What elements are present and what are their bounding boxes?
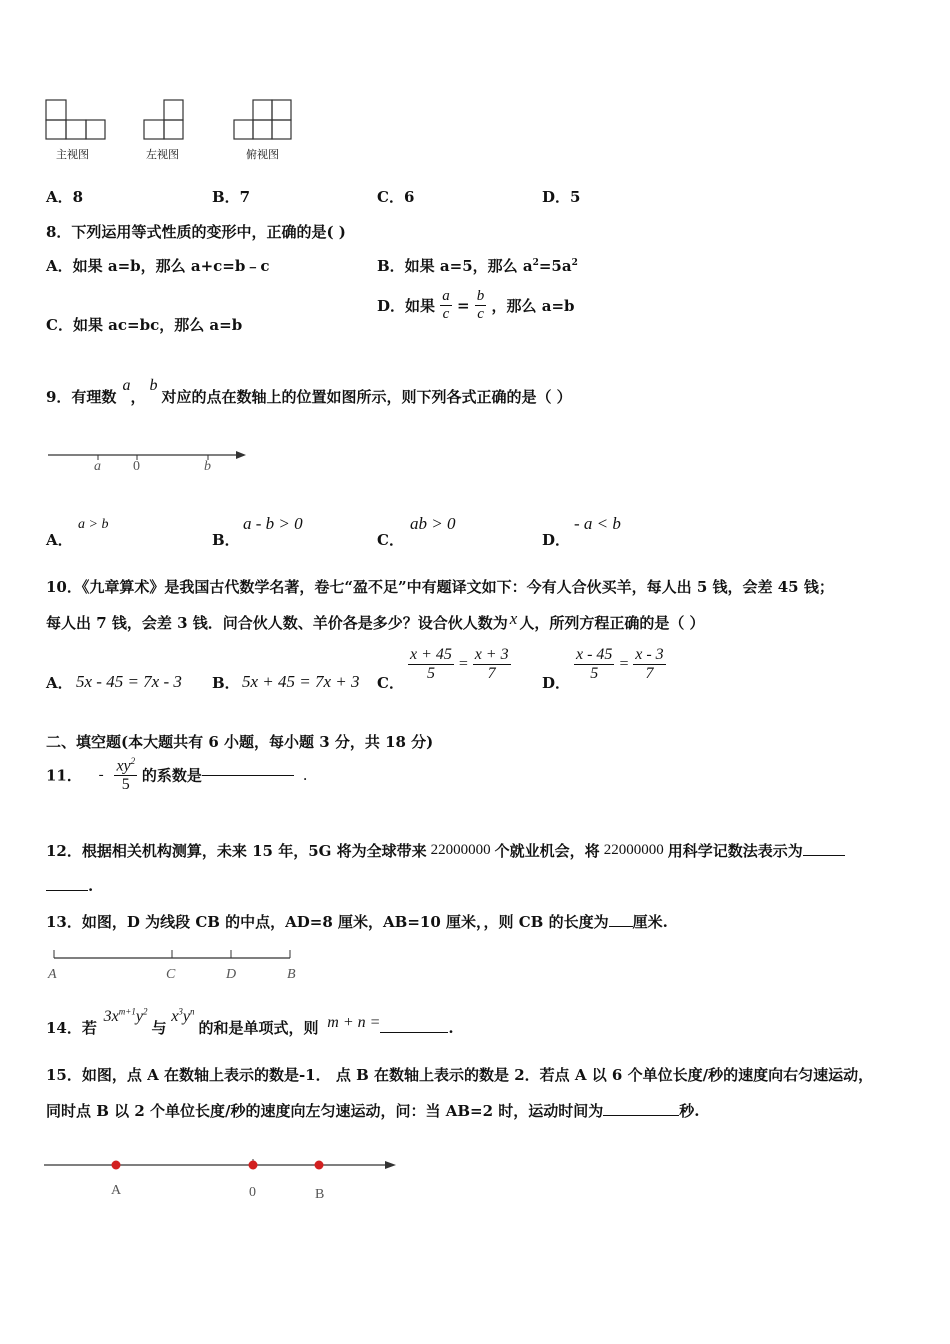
q8-option-d: D．如果 $\frac{a}{c}$ = $\frac{b}{c}$ ，那么 a=b: [377, 288, 575, 322]
q15-label-a: A: [111, 1183, 122, 1198]
q12-line2: .: [46, 877, 93, 895]
q10-opt-a-letter: A．: [46, 674, 73, 692]
q9-opt-c-letter: C．: [377, 531, 404, 549]
q9-stem: 9．有理数a，b对应的点在数轴上的位置如图所示，则下列各式正确的是（ ）: [46, 377, 572, 406]
q15-line1: 15．如图，点 A 在数轴上表示的数是-1． 点 B 在数轴上表示的数是 2．若点 A 以 6 个单位长度/秒的速度向右匀速运动，: [46, 1066, 874, 1084]
q9-number-line: [48, 446, 248, 476]
q9-axis-label-b: b: [204, 459, 211, 474]
q7-option-a: A．8: [46, 188, 84, 206]
q9-axis-label-0: 0: [133, 459, 140, 474]
q15-label-b: B: [315, 1187, 325, 1202]
q14: 14．若 $3x^{m+1}y^2$ 与 $x^3y^n$ 的和是单项式，则 m + n = .: [46, 1006, 454, 1037]
q7-option-d: D．5: [542, 188, 581, 206]
q8-option-a: A．如果 a=b，那么 a+c=b﹣c: [46, 257, 270, 275]
q15-point-o: [249, 1161, 258, 1170]
q11: 11． - $\frac{xy^2}{5}$ 的系数是 .: [46, 756, 308, 794]
top-view-label: 俯视图: [246, 148, 279, 161]
q15-point-a: [112, 1161, 121, 1170]
q9-opt-a-expr: a > b: [78, 517, 109, 532]
q13-stem: 13．如图，D 为线段 CB 的中点，AD=8 厘米，AB=10 厘米，，则 CB 的长度为 厘米.: [46, 913, 668, 931]
q10-opt-a-expr: 5x - 45 = 7x - 3: [76, 672, 182, 691]
q10-opt-c-letter: C．: [377, 674, 404, 692]
q9-axis-label-a: a: [94, 459, 101, 474]
left-view-label: 左视图: [146, 148, 179, 161]
q13-label-b: B: [287, 967, 296, 982]
q10-opt-d-letter: D．: [542, 674, 571, 692]
q9-opt-b-letter: B．: [212, 531, 240, 549]
q9-opt-b-expr: a - b > 0: [243, 514, 303, 533]
q10-opt-b-letter: B．: [212, 674, 240, 692]
front-view-label: 主视图: [56, 148, 89, 161]
q9-opt-a-letter: A．: [46, 531, 73, 549]
q8-option-b: B．如果 a=5，那么 $a^2=5a^2$: [377, 257, 578, 275]
q12-line1: 12．根据相关机构测算，未来 15 年，5G 将为全球带来 22000000 个就业机会，将 22000000 用科学记数法表示为: [46, 840, 845, 861]
q9-opt-c-expr: ab > 0: [410, 514, 456, 533]
q9-opt-d-letter: D．: [542, 531, 571, 549]
q15-line2: 同时点 B 以 2 个单位长度/秒的速度向左匀速运动，问：当 AB=2 时，运动时间为 秒.: [46, 1102, 700, 1120]
q9-opt-d-expr: - a < b: [574, 514, 621, 533]
q10-opt-d-expr: $\frac{x - 45}{5}$ = $\frac{x - 3}{7}$: [576, 646, 664, 682]
q8-stem: 8．下列运用等式性质的变形中，正确的是( ): [46, 223, 346, 241]
q7-option-b: B．7: [212, 188, 251, 206]
q13-label-a: A: [48, 967, 57, 982]
q10-opt-c-expr: $\frac{x + 45}{5}$ = $\frac{x + 3}{7}$: [410, 646, 509, 682]
q10-line1: 10．《九章算术》是我国古代数学名著，卷七“盈不足”中有题译文如下：今有人合伙买羊，每人出 5 钱，会差 45 钱；: [46, 578, 834, 596]
q13-label-d: D: [226, 967, 237, 982]
q15-point-b: [315, 1161, 324, 1170]
q13-segment-figure: [46, 944, 306, 984]
q15-label-0: 0: [249, 1185, 256, 1200]
q8-option-c: C．如果 ac=bc，那么 a=b: [46, 316, 243, 334]
q15-number-line: [44, 1152, 404, 1208]
q13-label-c: C: [166, 967, 176, 982]
q10-line2: 每人出 7 钱，会差 3 钱．问合伙人数、羊价各是多少？设合伙人数为 x 人，所列方程正确的是（ ）: [46, 609, 705, 632]
q7-option-c: C．6: [377, 188, 415, 206]
section-2-heading: 二、填空题(本大题共有 6 小题，每小题 3 分，共 18 分): [46, 733, 434, 751]
q10-opt-b-expr: 5x + 45 = 7x + 3: [242, 672, 360, 691]
